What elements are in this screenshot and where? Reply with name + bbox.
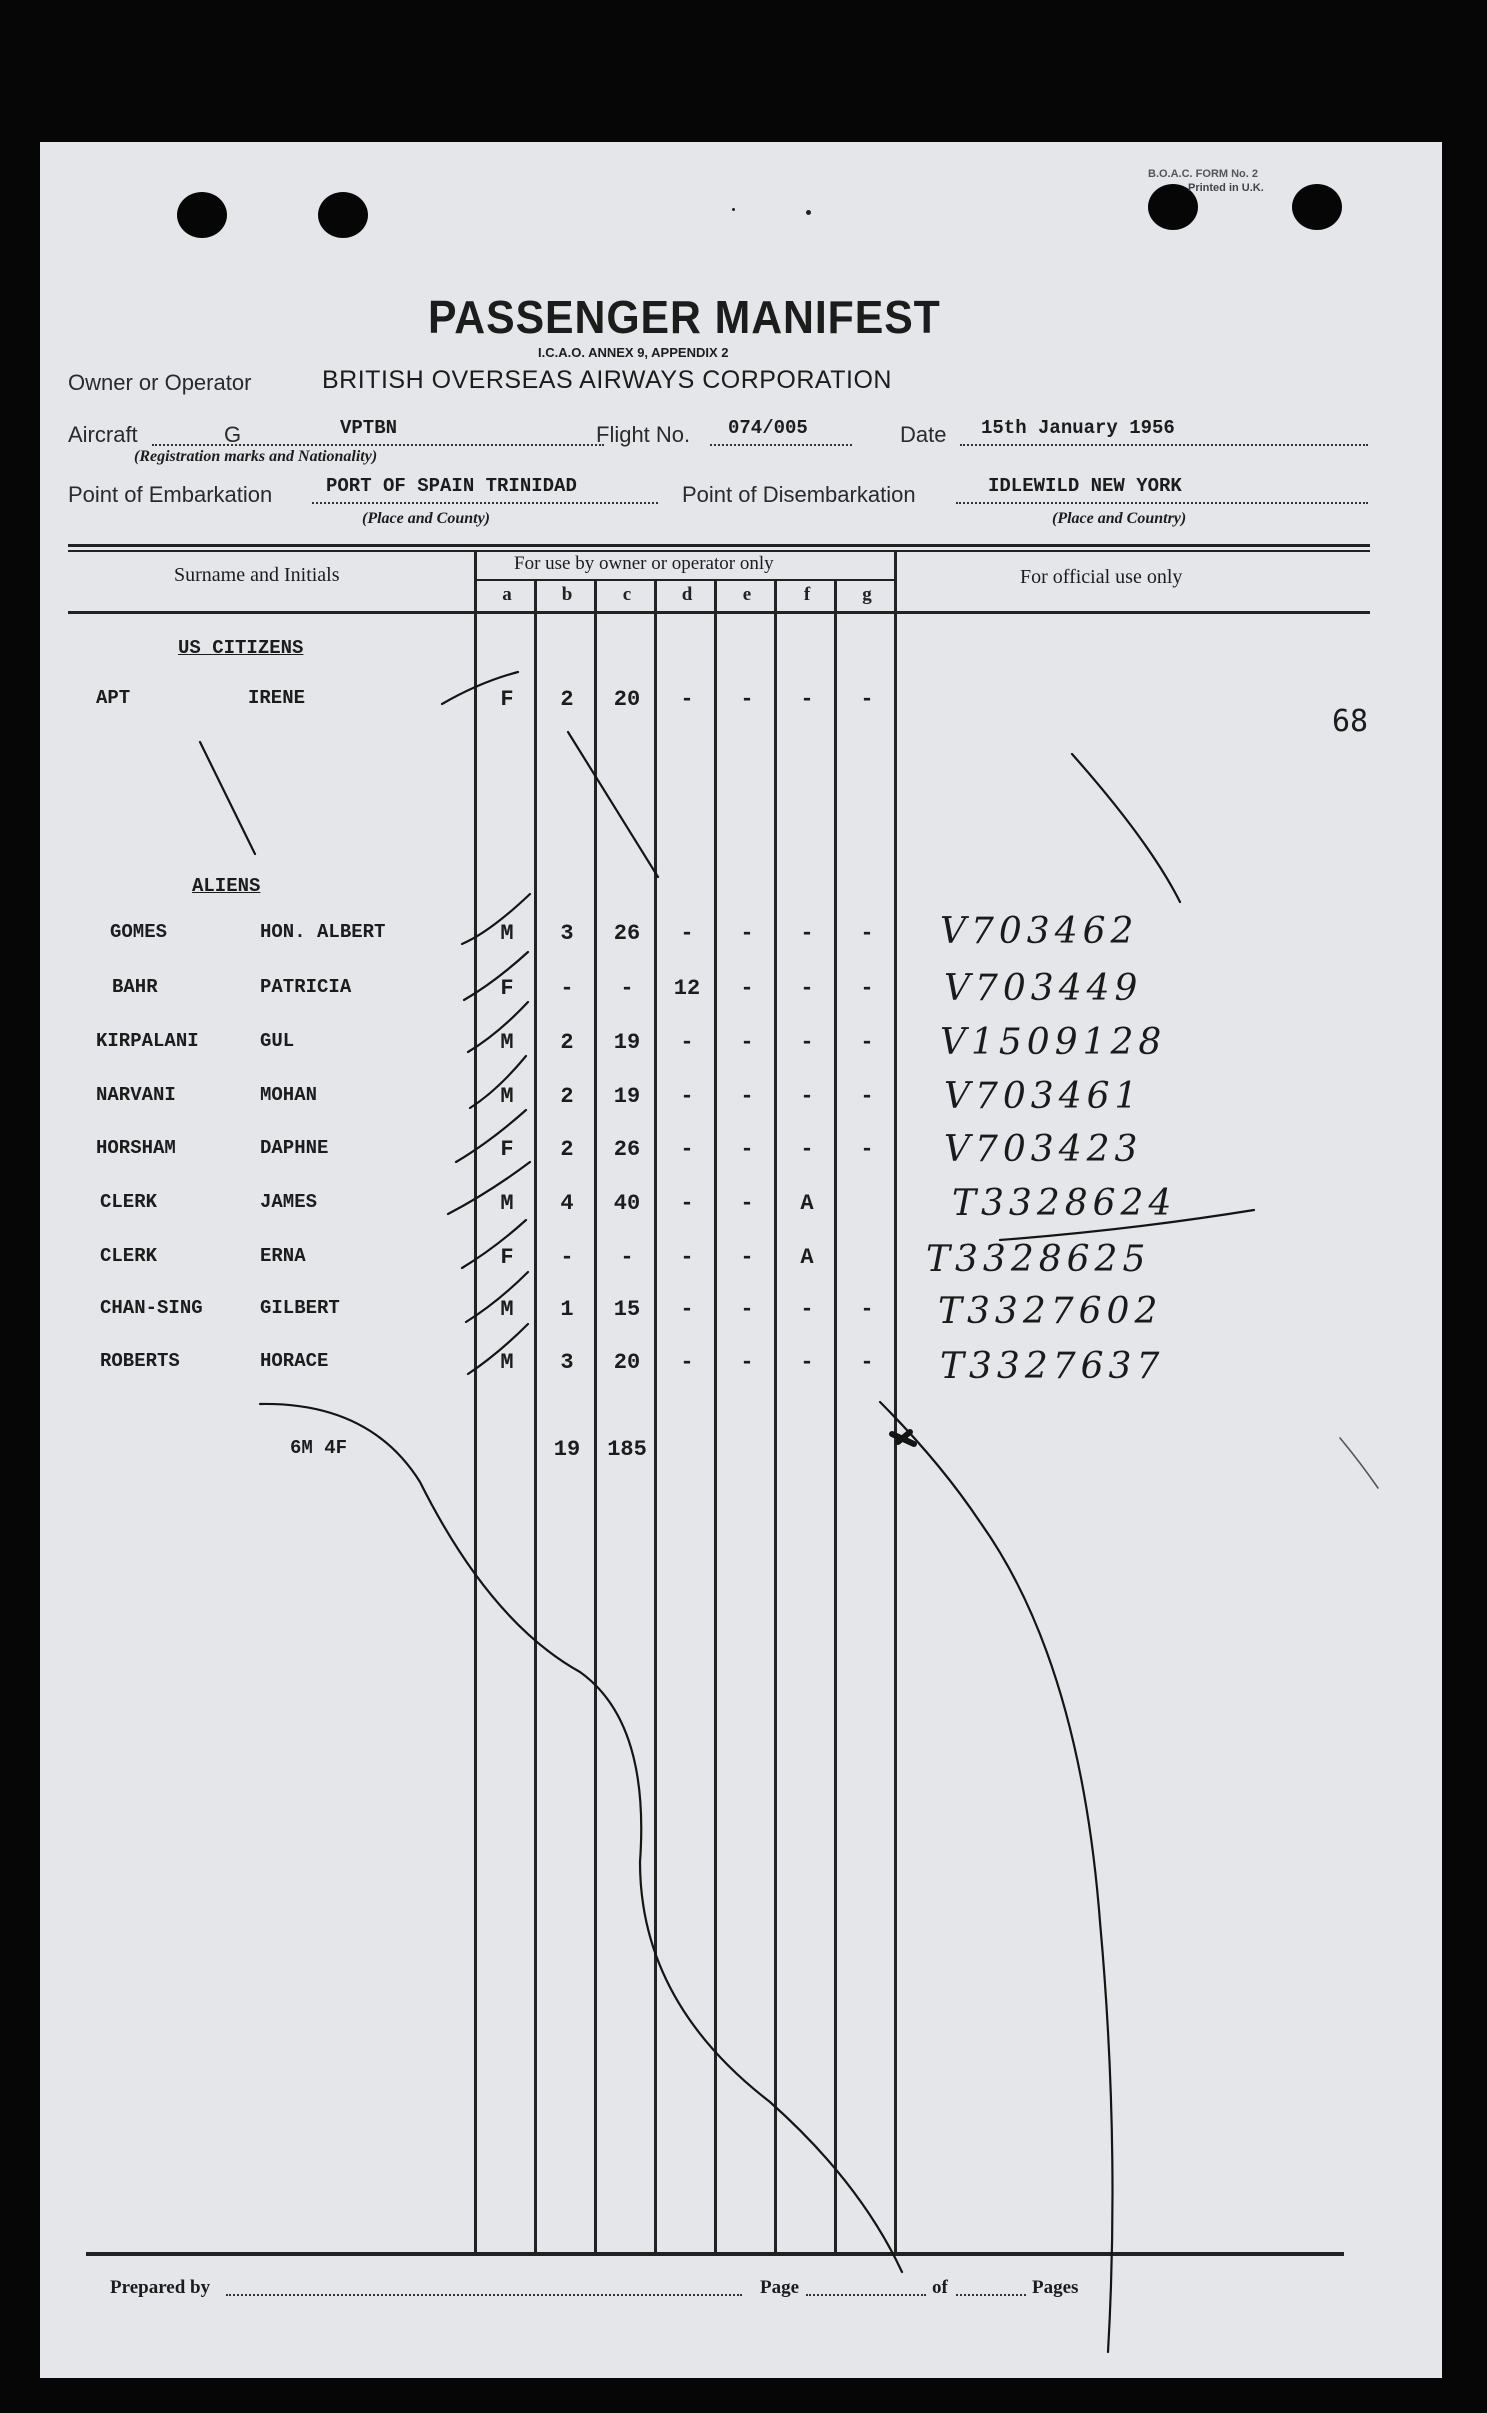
col-a-cell: F: [500, 1137, 514, 1162]
col-e-cell: -: [740, 1084, 754, 1109]
col-g-cell: -: [860, 1350, 874, 1375]
col-d-cell: -: [680, 1245, 694, 1270]
surname-cell: HORSHAM: [96, 1137, 176, 1159]
total-b: 19: [553, 1437, 581, 1462]
underline-t3328624: [1000, 1210, 1254, 1240]
col-e-cell: -: [740, 1350, 754, 1375]
col-d-cell: -: [680, 1350, 694, 1375]
col-g-cell: -: [860, 687, 874, 712]
col-c-cell: 40: [613, 1191, 641, 1216]
given-name-cell: HORACE: [260, 1350, 329, 1372]
col-f-cell: -: [800, 921, 814, 946]
given-name-cell: DAPHNE: [260, 1137, 329, 1159]
given-name-cell: HON. ALBERT: [260, 921, 386, 943]
embark-label: Point of Embarkation: [68, 482, 273, 507]
col-a-cell: M: [500, 1191, 514, 1216]
surname-cell: APT: [96, 687, 131, 709]
col-header-d: d: [681, 584, 693, 605]
given-name-cell: MOHAN: [260, 1084, 318, 1106]
curve-official: [880, 1402, 1113, 2352]
tick-row-2: [464, 952, 528, 1000]
col-e-cell: -: [740, 1245, 754, 1270]
col-b-cell: 2: [560, 687, 574, 712]
official-entry: T3327602: [938, 1291, 1163, 1332]
col-d-cell: -: [680, 1191, 694, 1216]
col-g-cell: -: [860, 1137, 874, 1162]
col-b-cell: 4: [560, 1191, 574, 1216]
ink-blot: [892, 1432, 914, 1444]
diagonal-mark-official: [1072, 754, 1180, 902]
col-d-cell: -: [680, 687, 694, 712]
diagonal-mark-col: [568, 732, 658, 877]
col-e-cell: -: [740, 687, 754, 712]
embark-note: (Place and County): [362, 510, 490, 527]
col-f-cell: -: [800, 1350, 814, 1375]
official-entry: T3328624: [952, 1183, 1177, 1224]
col-d-cell: -: [680, 1030, 694, 1055]
tick-row-7: [462, 1220, 526, 1268]
col-f-cell: -: [800, 1030, 814, 1055]
col-b-cell: 2: [560, 1030, 574, 1055]
col-e-cell: -: [740, 921, 754, 946]
col-header-f: f: [803, 584, 811, 605]
surname-cell: CHAN-SING: [100, 1297, 203, 1319]
section-aliens: ALIENS: [192, 875, 261, 897]
official-entry: V703462: [940, 911, 1139, 952]
col-a-cell: M: [500, 1297, 514, 1322]
col-f-cell: -: [800, 1137, 814, 1162]
col-b-cell: 3: [560, 1350, 574, 1375]
aircraft-prefix: G: [224, 422, 242, 447]
col-b-cell: 2: [560, 1084, 574, 1109]
aircraft-value: VPTBN: [340, 417, 398, 439]
col-header-b: b: [561, 584, 573, 605]
disembark-note: (Place and Country): [1052, 510, 1187, 527]
col-e-cell: -: [740, 1297, 754, 1322]
col-f-cell: -: [800, 1084, 814, 1109]
col-c-cell: 19: [613, 1030, 641, 1055]
col-e-cell: -: [740, 1030, 754, 1055]
col-d-cell: -: [680, 921, 694, 946]
col-g-cell: -: [860, 1030, 874, 1055]
tick-row-3: [468, 1002, 528, 1052]
page-subtitle: I.C.A.O. ANNEX 9, APPENDIX 2: [538, 345, 729, 360]
tick-row-8: [466, 1272, 528, 1322]
col-c-cell: 26: [613, 921, 641, 946]
tick-row-5: [456, 1110, 526, 1162]
section-us-citizens: US CITIZENS: [178, 637, 304, 659]
col-e-cell: -: [740, 1191, 754, 1216]
of-label: of: [932, 2277, 948, 2298]
col-d-cell: -: [680, 1084, 694, 1109]
col-c-cell: 20: [613, 1350, 641, 1375]
tick-row-1: [462, 894, 530, 944]
prepared-by-label: Prepared by: [110, 2277, 211, 2298]
curve-total: [260, 1404, 902, 2272]
col-f-cell: A: [800, 1245, 814, 1270]
col-a-cell: F: [500, 687, 514, 712]
surname-cell: CLERK: [100, 1245, 158, 1267]
col-a-cell: M: [500, 1350, 514, 1375]
col-f-cell: -: [800, 1297, 814, 1322]
col-c-cell: 15: [613, 1297, 641, 1322]
flight-label: Flight No.: [596, 422, 691, 447]
page-label: Page: [760, 2277, 800, 2298]
given-name-cell: IRENE: [248, 687, 306, 709]
official-entry: V703449: [944, 968, 1143, 1009]
surname-cell: KIRPALANI: [96, 1030, 199, 1052]
col-g-cell: -: [860, 1297, 874, 1322]
col-header-e: e: [742, 584, 752, 605]
col-a-cell: M: [500, 1084, 514, 1109]
col-b-cell: 2: [560, 1137, 574, 1162]
disembark-label: Point of Disembarkation: [682, 482, 916, 507]
given-name-cell: GUL: [260, 1030, 295, 1052]
embark-value: PORT OF SPAIN TRINIDAD: [326, 475, 577, 497]
tick-row-9: [468, 1324, 528, 1374]
given-name-cell: ERNA: [260, 1245, 306, 1267]
page-title: PASSENGER MANIFEST: [428, 291, 941, 343]
form-code: B.O.A.C. FORM No. 2: [1148, 168, 1258, 180]
col-a-cell: M: [500, 921, 514, 946]
col-header-c: c: [622, 584, 632, 605]
speck-right: [1340, 1438, 1378, 1488]
col-d-cell: 12: [673, 976, 701, 1001]
manifest-page: [40, 142, 1442, 2378]
surname-cell: GOMES: [110, 921, 168, 943]
given-name-cell: PATRICIA: [260, 976, 352, 998]
given-name-cell: JAMES: [260, 1191, 318, 1213]
col-f-cell: A: [800, 1191, 814, 1216]
col-c-cell: 20: [613, 687, 641, 712]
total-c: 185: [607, 1437, 647, 1462]
col-c-cell: -: [620, 1245, 634, 1270]
diagonal-mark-us: [200, 742, 255, 854]
owner-value: BRITISH OVERSEAS AIRWAYS CORPORATION: [322, 366, 892, 394]
col-b-cell: -: [560, 1245, 574, 1270]
disembark-value: IDLEWILD NEW YORK: [988, 475, 1182, 497]
surname-cell: NARVANI: [96, 1084, 176, 1106]
official-header: For official use only: [1020, 566, 1183, 588]
owner-label: Owner or Operator: [68, 370, 252, 395]
surname-cell: BAHR: [112, 976, 158, 998]
date-label: Date: [900, 422, 947, 447]
col-header-g: g: [862, 584, 872, 605]
flight-value: 074/005: [728, 417, 808, 439]
tick-row-6: [448, 1162, 530, 1214]
pen-marks: [40, 142, 1442, 2378]
col-b-cell: 1: [560, 1297, 574, 1322]
col-f-cell: -: [800, 687, 814, 712]
col-g-cell: -: [860, 1084, 874, 1109]
given-name-cell: GILBERT: [260, 1297, 340, 1319]
tick-apt: [442, 672, 518, 704]
official-entry: T3328625: [926, 1239, 1151, 1280]
margin-number: 68: [1332, 704, 1369, 739]
col-b-cell: 3: [560, 921, 574, 946]
col-a-cell: F: [500, 1245, 514, 1270]
totals-counts: 6M 4F: [290, 1437, 348, 1459]
printed-note: Printed in U.K.: [1188, 182, 1264, 194]
col-f-cell: -: [800, 976, 814, 1001]
pages-label: Pages: [1032, 2277, 1079, 2298]
col-a-cell: M: [500, 1030, 514, 1055]
surname-header: Surname and Initials: [174, 564, 340, 586]
col-c-cell: 26: [613, 1137, 641, 1162]
col-header-a: a: [502, 584, 512, 605]
registration-note: (Registration marks and Nationality): [134, 448, 378, 465]
col-b-cell: -: [560, 976, 574, 1001]
official-entry: V703423: [944, 1129, 1143, 1170]
official-entry: V703461: [944, 1076, 1143, 1117]
col-d-cell: -: [680, 1137, 694, 1162]
surname-cell: ROBERTS: [100, 1350, 180, 1372]
surname-cell: CLERK: [100, 1191, 158, 1213]
col-e-cell: -: [740, 1137, 754, 1162]
tick-row-4: [470, 1056, 526, 1108]
col-g-cell: -: [860, 976, 874, 1001]
col-c-cell: 19: [613, 1084, 641, 1109]
col-a-cell: F: [500, 976, 514, 1001]
date-value: 15th January 1956: [981, 417, 1175, 439]
col-g-cell: -: [860, 921, 874, 946]
aircraft-label: Aircraft: [68, 422, 138, 447]
col-e-cell: -: [740, 976, 754, 1001]
col-c-cell: -: [620, 976, 634, 1001]
col-d-cell: -: [680, 1297, 694, 1322]
official-entry: T3327637: [940, 1346, 1165, 1387]
operator-header: For use by owner or operator only: [514, 553, 774, 574]
official-entry: V1509128: [940, 1022, 1167, 1063]
